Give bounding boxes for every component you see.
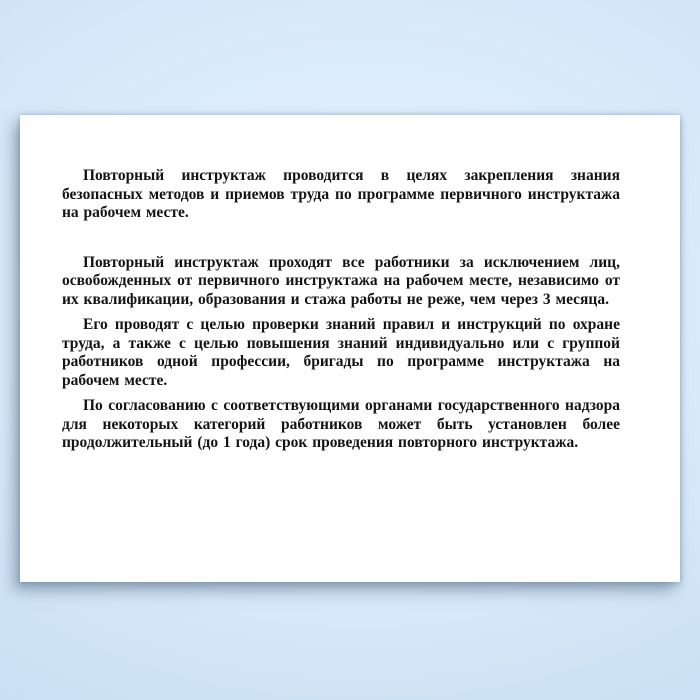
document-content bbox=[20, 115, 680, 453]
paragraph-extended-period: По согласованию с соответствующими органами государственного надзора для некоторых категорий работников может быть установлен более продолжительный (до 1 года) срок проведения повторного инструктажа. bbox=[62, 397, 620, 451]
paragraph-who-undergoes-briefing: Повторный инструктаж проходят все работники за исключением лиц, освобожденных от первичного инструктажа на рабочем месте, независимо от их квалификации, образования и стажа работы не реже, чем через 3 месяца. bbox=[62, 253, 620, 308]
paragraph-briefing-goals: Его проводят с целью проверки знаний правил и инструкций по охране труда, а также с целью повышения знаний индивидуально или с группой работников одной профессии, бригады по программе инструктажа на рабочем месте. bbox=[62, 316, 620, 389]
document-page bbox=[20, 115, 680, 582]
paragraph-repeated-briefing-purpose: Повторный инструктаж проводится в целях закрепления знания безопасных методов и приемов труда по программе первичного инструктажа на рабочем месте. bbox=[62, 167, 620, 221]
